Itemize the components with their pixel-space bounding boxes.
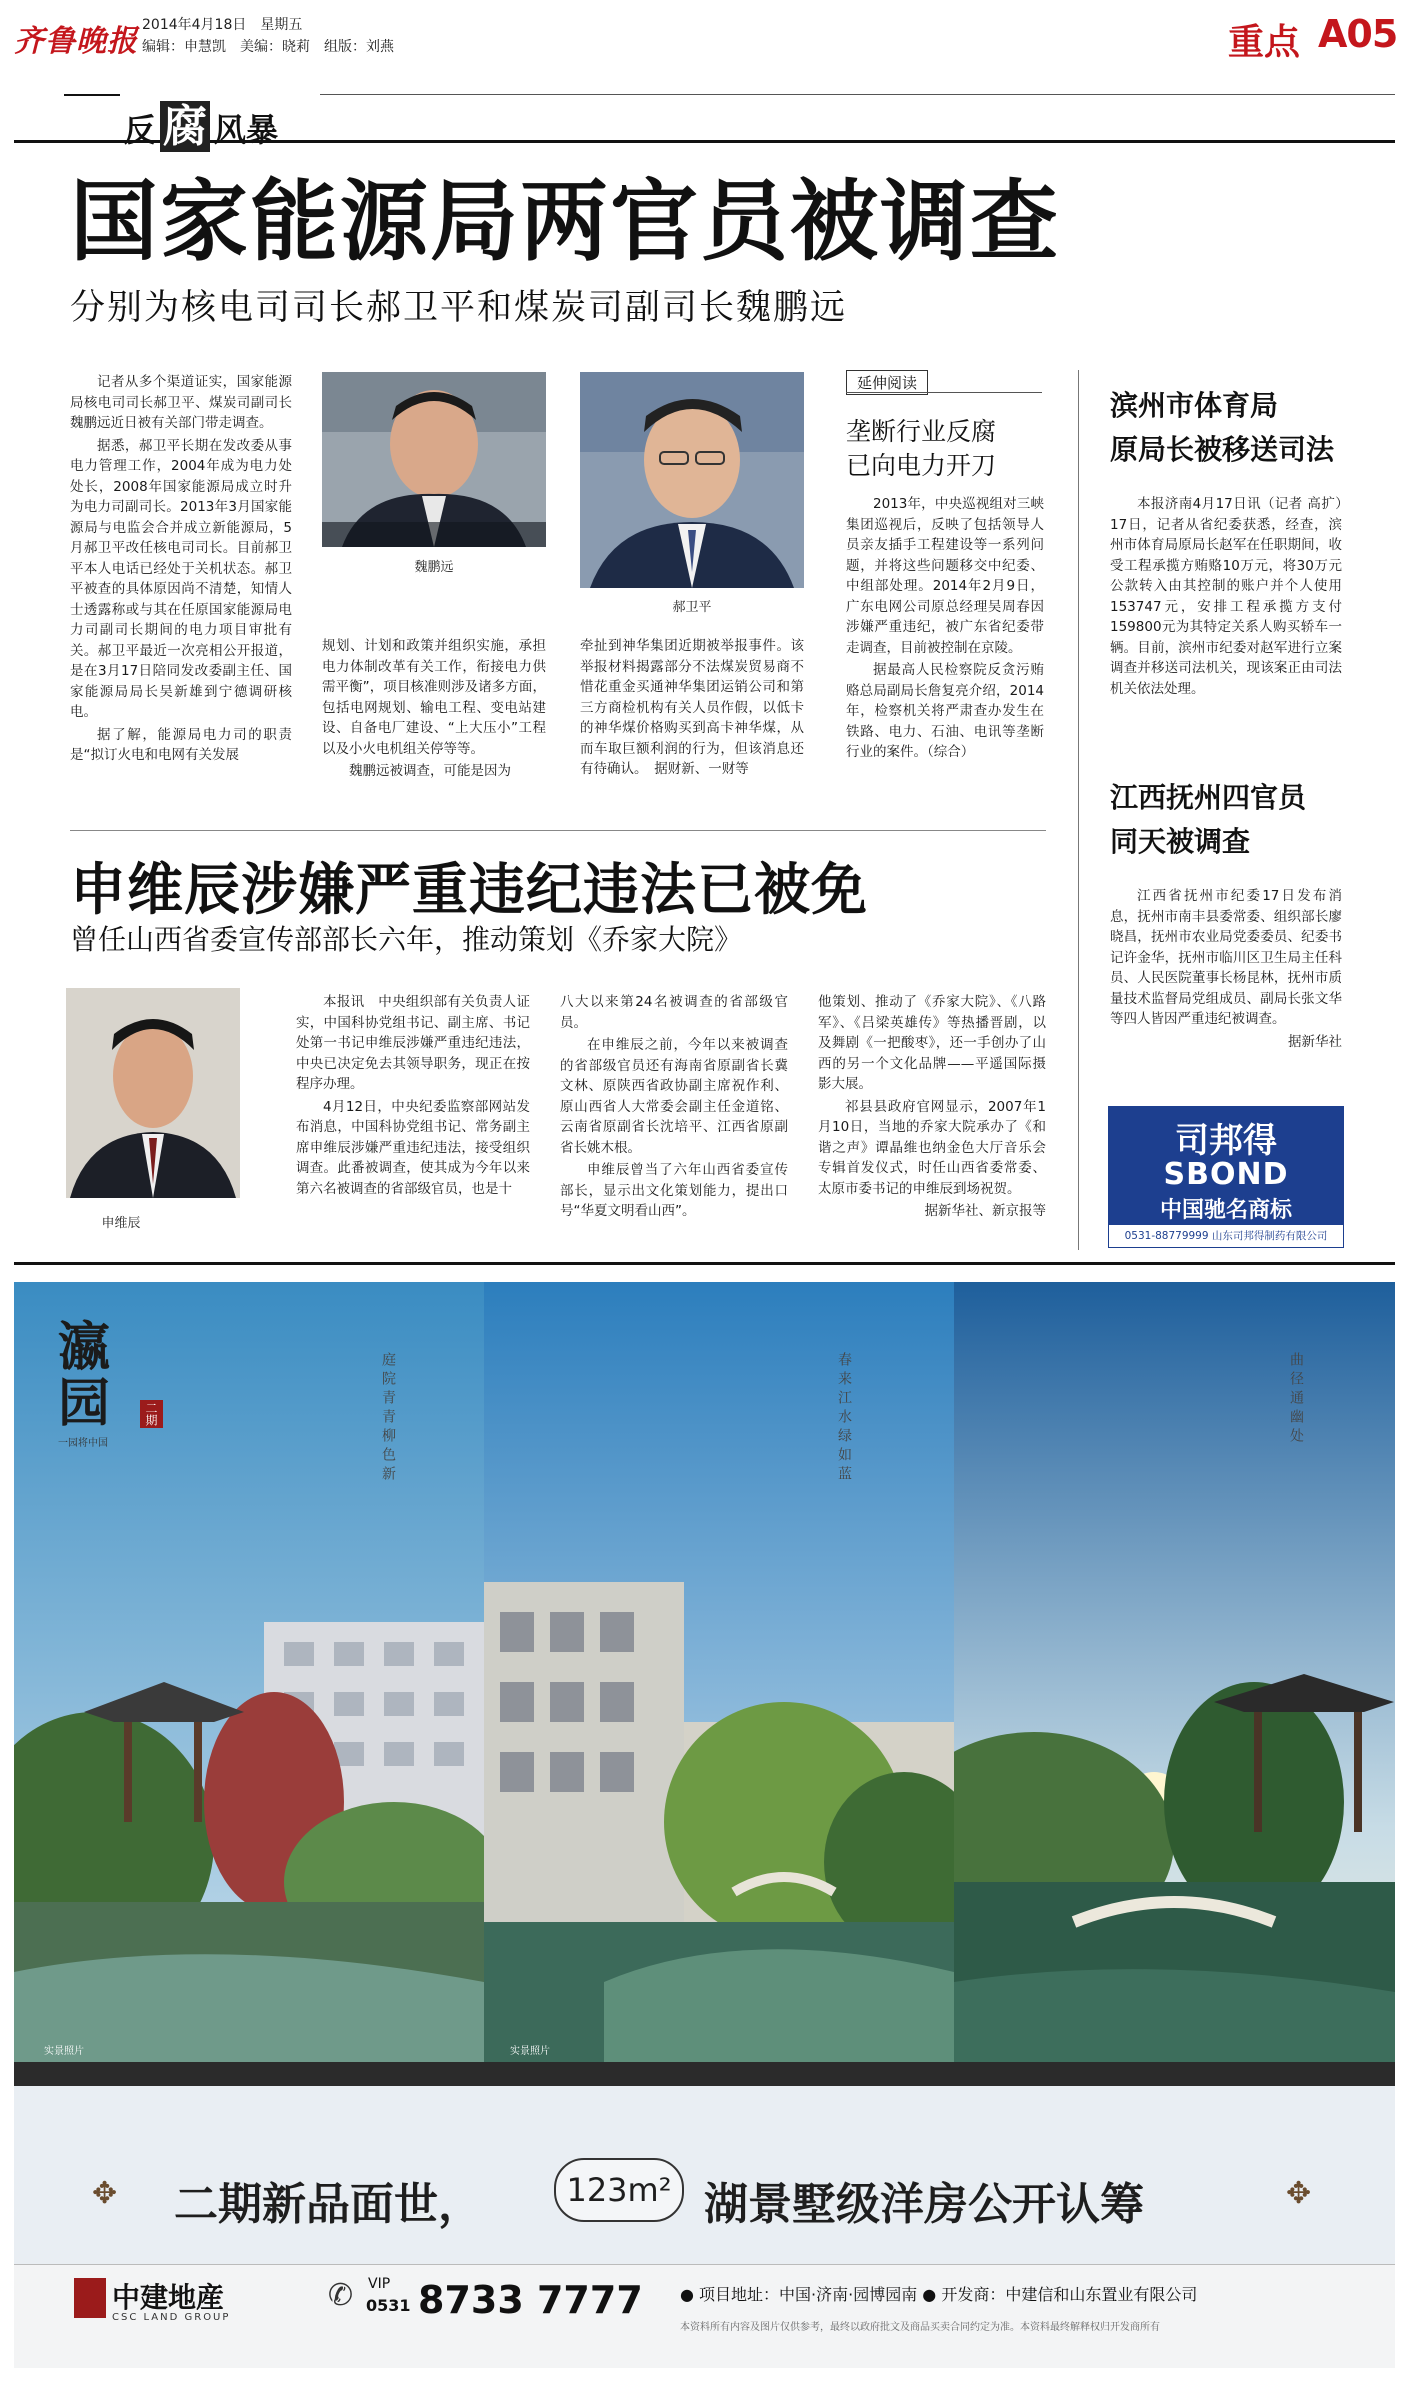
sbond-brand: 司邦得 <box>1175 1121 1277 1161</box>
second-para: 祁县县政府官网显示，2007年1月10日，当地的乔家大院承办了《和谐之声》谭晶维也纳金色大厅音乐会专辑首发仪式，时任山西省委常委、太原市委书记的申维辰到场祝贺。 <box>818 1098 1046 1197</box>
second-column-3 <box>818 992 1046 1224</box>
staff-line: 编辑：申慧凯 美编：晓莉 组版：刘燕 <box>142 39 394 55</box>
second-para: 申维辰曾当了六年山西省委宣传部长，显示出文化策划能力，提出口号“华夏文明看山西”。 <box>560 1162 788 1219</box>
real-estate-ad <box>14 1282 1395 2368</box>
right-news2-body <box>1110 886 1342 1054</box>
photo-shen-weichen <box>66 988 240 1198</box>
second-para: 据新华社、新京报等 <box>924 1203 1046 1219</box>
second-para: 在申维辰之前，今年以来被调查的省部级官员还有海南省原副省长冀文林、原陕西省政协副主席祝作利、原山西省人大常委会副主任金道铭、云南省原副省长沈培平、江西省原副省长姚木根。 <box>560 1037 788 1156</box>
slogan-right: 湖景墅级洋房公开认筹 <box>704 2179 1144 2230</box>
sbond-brand-en: SBOND <box>1163 1157 1289 1192</box>
newspaper-logo: 齐鲁晚报 <box>14 24 138 59</box>
right-news1-title-1: 滨州市体育局 <box>1110 389 1279 422</box>
section-label: 重点 <box>1228 22 1301 63</box>
lead-headline: 国家能源局两官员被调查 <box>70 170 1061 273</box>
sbond-footer: 0531-88779999 山东司邦得制药有限公司 <box>1124 1230 1328 1242</box>
csc-company: 中建地産 <box>112 2281 225 2314</box>
extended-reading-body <box>846 494 1044 765</box>
extended-reading-title-2: 已向电力开刀 <box>846 451 997 480</box>
ad-dark-band <box>14 2062 1395 2086</box>
right-news1-para: 本报济南4月17日讯（记者 高扩） 17日，记者从省纪委获悉，经查，滨州市体育局原局长赵军在任职期间，收受工程承揽方贿赂10万元，将30万元公款转入由其控制的账户并个人使用153747元，安排工程承揽方支付159800元为其特定关系人购买轿车一辆。目前，滨州市纪委对赵军进行立案调查并移送司法机关，现该案正由司法机关依法处理。 <box>1110 496 1356 697</box>
right-news2-title-2: 同天被调查 <box>1110 825 1251 858</box>
second-para: 本报讯 中央组织部有关负责人证实，中国科协党组书记、副主席、书记处第一书记申维辰涉嫌严重违纪违法，中央已决定免去其领导职务，现正在按程序办理。 <box>296 994 530 1092</box>
vertical-poem-2: 春来江水绿如蓝 <box>836 1352 852 1485</box>
right-news1-body <box>1110 494 1356 701</box>
extended-reading-title-1: 垄断行业反腐 <box>846 417 997 446</box>
project-address: ● 项目地址：中国·济南·园博园南 ● 开发商：中建信和山东置业有限公司 <box>680 2285 1198 2304</box>
right-news1-title-2: 原局长被移送司法 <box>1110 433 1335 466</box>
csc-company-en: CSC LAND GROUP <box>112 2312 231 2323</box>
photo-wei-pengyuan <box>322 372 546 547</box>
second-para: 4月12日，中央纪委监察部网站发布消息，中国科协党组书记、常务副主席申维辰涉嫌严重违纪违法，接受组织调查。此番被调查，使其成为今年以来第六名被调查的省部级官员，也是十 <box>296 1098 530 1197</box>
right-news2-source: 据新华社 <box>1288 1033 1342 1050</box>
ad-disclaimer: 本资料所有内容及图片仅供参考，最终以政府批文及商品买卖合同约定为准。本资料最终解释权归开发商所有 <box>680 2322 1160 2333</box>
extended-reading-para: 据最高人民检察院反贪污贿赂总局副局长詹复亮介绍，2014年，检察机关将严肃查办发生在铁路、电力、石油、电讯等垄断行业的案件。（综合） <box>846 662 1044 760</box>
vertical-poem-3: 曲径通幽处 <box>1288 1352 1304 1447</box>
area-code: 0531 <box>366 2296 411 2315</box>
lead-para: 记者从多个渠道证实，国家能源局核电司司长郝卫平、煤炭司副司长魏鹏远近日被有关部门带走调查。 <box>70 374 292 431</box>
ying-yuan-badge: 二期 <box>140 1400 163 1428</box>
extended-reading-para: 2013年，中央巡视组对三峡集团巡视后，反映了包括领导人员亲友插手工程建设等一系列问题，并将这些问题移交中纪委、中组部处理。2014年2月9日，广东电网公司原总经理吴周春因涉嫌严重违纪，被广东省纪委带走调查，目前被控制在京陵。 <box>846 496 1044 656</box>
ad-top-rule <box>14 1262 1395 1265</box>
right-news2-para: 江西省抚州市纪委17日发布消息，抚州市南丰县委常委、组织部长廖晓昌，抚州市农业局党委委员、纪委书记许金华，抚州市临川区卫生局主任科员、人民医院董事长杨昆林，抚州市质量技术监督局党组成员、副局长张文华等四人皆因严重违纪被调查。 <box>1110 888 1342 1027</box>
extended-reading-rule <box>846 392 1042 393</box>
slogan-size: 123m² <box>554 2158 684 2222</box>
garden-photo-middle <box>484 1282 954 2062</box>
photo-hao-weiping <box>580 372 804 588</box>
lead-column-3 <box>580 636 804 782</box>
extended-reading-label: 延伸阅读 <box>846 370 928 395</box>
story-divider <box>70 830 1046 831</box>
banner-char-3: 风暴 <box>214 111 279 149</box>
lead-para: 规划、计划和政策并组织实施，承担电力体制改革有关工作，衔接电力供需平衡”，项目核准则涉及诸多方面，包括电网规划、输电工程、变电站建设、自备电厂建设、“上大压小”工程以及小火电机组关停等等。 <box>322 638 546 757</box>
vip-label: VIP <box>368 2276 391 2292</box>
banner-char-1: 反 <box>124 111 157 149</box>
photo-caption-shen: 申维辰 <box>101 1216 141 1231</box>
ornament-left: ✥ <box>92 2176 118 2211</box>
slogan-left: 二期新品面世， <box>174 2179 482 2230</box>
second-para: 八大以来第24名被调查的省部级官员。 <box>560 994 788 1031</box>
csc-logo-mark <box>74 2278 106 2318</box>
banner-line-left <box>64 94 120 96</box>
lead-column-2 <box>322 636 546 784</box>
date-line: 2014年4月18日 星期五 <box>142 17 303 33</box>
lead-column-1 <box>70 372 292 768</box>
second-column-2 <box>560 992 788 1224</box>
vertical-poem-1: 庭院青青柳色新 <box>380 1352 396 1485</box>
lead-para: 魏鹏远被调查，可能是因为 <box>349 763 511 779</box>
right-news2-title-1: 江西抚州四官员 <box>1110 781 1307 814</box>
sbond-ad <box>1108 1106 1344 1248</box>
photo-tag-left: 实景照片 <box>44 2046 84 2057</box>
second-para: 他策划、推动了《乔家大院》、《八路军》、《吕梁英雄传》等热播晋剧，以及舞剧《一把酸枣》，还一手创办了山西的另一个文化品牌——平遥国际摄影大展。 <box>818 994 1046 1092</box>
column-banner <box>124 90 278 154</box>
lead-para: 据悉，郝卫平长期在发改委从事电力管理工作，2004年成为电力处处长，2008年国家能源局成立时升为电力司副司长。2013年3月国家能源局与电监会合并成立新能源局，5月郝卫平改任核电司司长。目前郝卫平本人电话已经处于关机状态。郝卫平被查的具体原因尚不清楚，知情人士透露称或与其在任原国家能源局电力司副司长期间的电力项目审批有关。郝卫平最近一次亮相公开报道，是在3月17日陪同发改委副主任、国家能源局局长吴新雄到宁德调研核电。 <box>70 437 292 720</box>
photo-caption-hao: 郝卫平 <box>672 600 712 615</box>
column-divider <box>1078 370 1079 1250</box>
second-headline: 申维辰涉嫌严重违纪违法已被免 <box>70 858 868 923</box>
phone-icon: ✆ <box>328 2278 354 2313</box>
garden-photo-right <box>954 1282 1395 2062</box>
ying-yuan-logo <box>58 1317 168 1449</box>
lead-subhead: 分别为核电司司长郝卫平和煤炭司副司长魏鹏远 <box>70 288 848 328</box>
banner-char-2: 腐 <box>160 101 210 152</box>
lead-para: 牵扯到神华集团近期被举报事件。该举报材料揭露部分不法煤炭贸易商不惜花重金买通神华集团运销公司和第三方商检机构有关人员作假，以低卡的神华煤价格购买到高卡神华煤，从而车取巨额利润的行为，但该消息还有待确认。 据财新、一财等 <box>580 638 804 777</box>
banner-line-right <box>320 94 1395 95</box>
photo-caption-wei: 魏鹏远 <box>414 560 454 575</box>
ying-yuan-tag: 一园将中国 <box>58 1438 108 1449</box>
ornament-right: ✥ <box>1286 2176 1312 2211</box>
second-subhead: 曾任山西省委宣传部部长六年，推动策划《乔家大院》 <box>70 923 743 956</box>
lead-para: 据了解，能源局电力司的职责是“拟订火电和电网有关发展 <box>70 726 292 763</box>
hotline-number: 8733 7777 <box>418 2278 643 2322</box>
page-number: A05 <box>1318 12 1398 56</box>
sbond-slogan: 中国驰名商标 <box>1159 1198 1292 1223</box>
ying-yuan-title: 瀛园 <box>58 1317 111 1434</box>
second-column-1 <box>296 992 530 1201</box>
photo-tag-middle: 实景照片 <box>510 2046 550 2057</box>
